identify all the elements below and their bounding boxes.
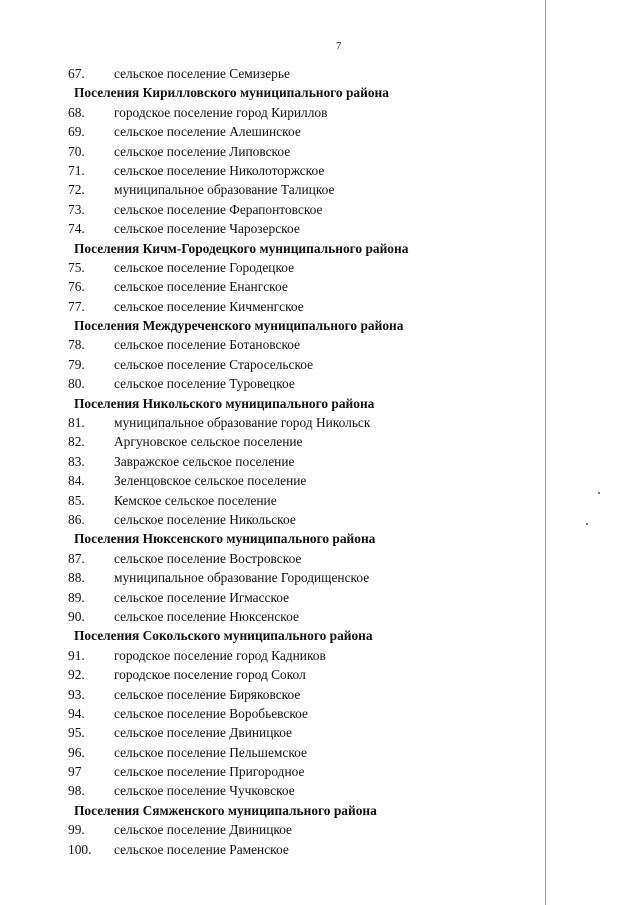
list-item — [64, 510, 524, 529]
item-number: 82. — [68, 434, 85, 450]
settlement-name: сельское поселение Биряковское — [114, 686, 301, 702]
item-number: 85. — [68, 492, 85, 508]
list-item — [64, 588, 524, 607]
item-number: 92. — [68, 667, 85, 683]
item-number: 94. — [68, 705, 85, 721]
list-item — [64, 762, 524, 781]
settlement-name: сельское поселение Липовское — [114, 143, 291, 159]
settlement-name: сельское поселение Семизерье — [114, 66, 290, 81]
list-item — [64, 704, 524, 723]
settlement-name: сельское поселение Пригородное — [114, 764, 305, 780]
list-item — [64, 840, 524, 859]
list-item — [64, 103, 524, 122]
settlement-name: сельское поселение Пельшемское — [114, 744, 307, 760]
list-item — [64, 122, 524, 141]
item-number: 98. — [68, 783, 85, 799]
list-item — [64, 277, 524, 296]
scan-speck — [598, 492, 600, 494]
settlement-name: Зеленцовское сельское поселение — [114, 473, 307, 489]
district-heading: Поселения Нюксенского муниципального района — [74, 531, 376, 547]
item-number: 74. — [68, 221, 85, 237]
list-item — [64, 723, 524, 742]
item-number: 69. — [68, 124, 85, 140]
item-number: 79. — [68, 356, 85, 372]
settlement-name: сельское поселение Нюксенское — [114, 608, 299, 624]
settlement-name: городское поселение город Сокол — [114, 667, 306, 683]
district-heading: Поселения Никольского муниципального района — [74, 395, 375, 411]
list-item — [64, 781, 524, 800]
item-number: 73. — [68, 201, 85, 217]
list-item — [64, 64, 524, 83]
list-item — [64, 820, 524, 839]
settlement-name: сельское поселение Ферапонтовское — [114, 201, 323, 217]
item-number: 90. — [68, 608, 85, 624]
settlement-name: сельское поселение Николоторжское — [114, 162, 325, 178]
item-number: 93. — [68, 686, 85, 702]
item-number: 96. — [68, 744, 85, 760]
item-number: 86. — [68, 511, 85, 527]
item-number: 68. — [68, 104, 85, 120]
list-item — [64, 355, 524, 374]
list-item — [64, 413, 524, 432]
item-number: 78. — [68, 337, 85, 353]
item-number: 87. — [68, 550, 85, 566]
district-heading: Поселения Кирилловского муниципального района — [74, 85, 389, 101]
settlement-name: муниципальное образование город Никольск — [114, 415, 371, 431]
item-number: 76. — [68, 279, 85, 295]
list-item — [64, 374, 524, 393]
list-item — [64, 607, 524, 626]
page-edge-line — [545, 0, 546, 905]
list-item — [64, 335, 524, 354]
item-number: 80. — [68, 376, 85, 392]
list-item — [64, 452, 524, 471]
settlement-name: сельское поселение Туровецкое — [114, 376, 295, 392]
list-item — [64, 471, 524, 490]
district-heading: Поселения Сокольского муниципального района — [74, 628, 373, 644]
item-number: 91. — [68, 647, 85, 663]
item-number: 81. — [68, 415, 85, 431]
scan-speck — [586, 523, 588, 525]
settlement-list — [64, 64, 524, 859]
list-item — [64, 142, 524, 161]
settlement-name: сельское поселение Двиницкое — [114, 822, 293, 838]
settlement-name: Завражское сельское поселение — [114, 453, 295, 469]
settlement-name: сельское поселение Ботановское — [114, 337, 301, 353]
item-number: 100. — [68, 841, 92, 857]
settlement-name: сельское поселение Игмасское — [114, 589, 290, 605]
list-item — [64, 685, 524, 704]
settlement-name: сельское поселение Кичменгское — [114, 298, 304, 314]
list-item — [64, 258, 524, 277]
settlement-name: сельское поселение Двиницкое — [114, 725, 293, 741]
district-heading: Поселения Кичм-Городецкого муниципального района — [74, 240, 409, 256]
list-item — [64, 665, 524, 684]
list-item — [64, 219, 524, 238]
settlement-name: сельское поселение Раменское — [114, 841, 289, 857]
district-heading: Поселения Сямженского муниципального района — [74, 802, 377, 818]
settlement-name: сельское поселение Алешинское — [114, 124, 301, 140]
item-number: 84. — [68, 473, 85, 489]
list-item — [64, 161, 524, 180]
settlement-name: сельское поселение Чучковское — [114, 783, 295, 799]
district-heading: Поселения Междуреченского муниципального района — [74, 318, 404, 334]
item-number: 72. — [68, 182, 85, 198]
settlement-name: сельское поселение Старосельское — [114, 356, 314, 372]
list-item — [64, 200, 524, 219]
list-item — [64, 180, 524, 199]
settlement-name: сельское поселение Воробьевское — [114, 705, 308, 721]
item-number: 71. — [68, 162, 85, 178]
settlement-name: муниципальное образование Городищенское — [114, 570, 370, 586]
settlement-name: городское поселение город Кадников — [114, 647, 326, 663]
item-number: 97 — [68, 764, 82, 780]
list-item — [64, 297, 524, 316]
settlement-name: городское поселение город Кириллов — [114, 104, 328, 120]
settlement-name: сельское поселение Никольское — [114, 511, 296, 527]
page-number: 7 — [336, 40, 342, 52]
item-number: 83. — [68, 453, 85, 469]
list-item — [64, 568, 524, 587]
item-number: 88. — [68, 570, 85, 586]
item-number: 89. — [68, 589, 85, 605]
list-item — [64, 432, 524, 451]
settlement-name: Кемское сельское поселение — [114, 492, 277, 508]
settlement-name: сельское поселение Востровское — [114, 550, 302, 566]
item-number: 95. — [68, 725, 85, 741]
item-number: 77. — [68, 298, 85, 314]
list-item — [64, 646, 524, 665]
settlement-name: Аргуновское сельское поселение — [114, 434, 303, 450]
settlement-name: сельское поселение Городецкое — [114, 259, 295, 275]
item-number: 70. — [68, 143, 85, 159]
list-item — [64, 491, 524, 510]
settlement-name: муниципальное образование Талицкое — [114, 182, 335, 198]
list-item — [64, 549, 524, 568]
settlement-name: сельское поселение Чарозерское — [114, 221, 300, 237]
list-item — [64, 743, 524, 762]
item-number: 99. — [68, 822, 85, 838]
settlement-name: сельское поселение Енангское — [114, 279, 288, 295]
item-number: 75. — [68, 259, 85, 275]
item-number: 67. — [68, 66, 85, 81]
